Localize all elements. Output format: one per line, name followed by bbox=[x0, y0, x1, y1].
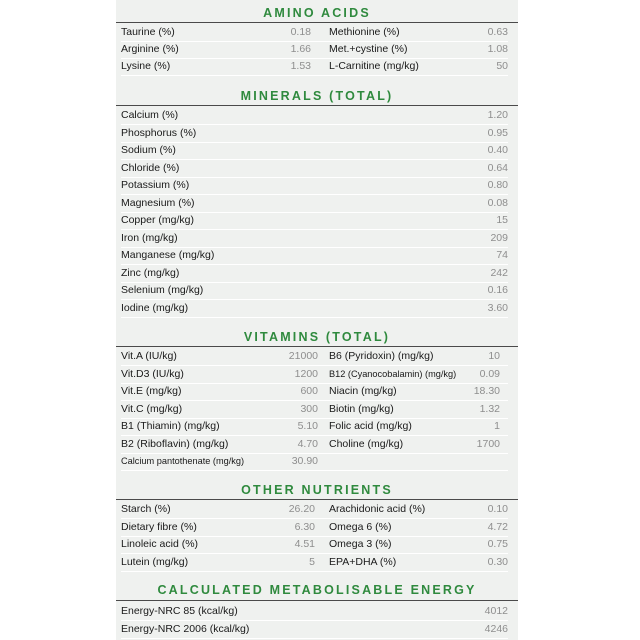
row-value: 0.18 bbox=[290, 26, 311, 38]
table-row bbox=[121, 536, 508, 554]
section-divider bbox=[116, 499, 518, 500]
row-value: 1.20 bbox=[487, 109, 508, 121]
table-row bbox=[121, 107, 508, 125]
table-row bbox=[121, 603, 508, 621]
row-label: Met.+cystine (%) bbox=[329, 43, 408, 55]
row-label: Iodine (mg/kg) bbox=[121, 301, 189, 314]
section-divider bbox=[116, 22, 518, 23]
row-value: 242 bbox=[490, 266, 508, 279]
row-value: 300 bbox=[300, 402, 318, 415]
table-row bbox=[121, 125, 508, 143]
row-label: Energy-NRC 85 (kcal/kg) bbox=[121, 605, 238, 617]
table-row bbox=[121, 142, 508, 160]
row-label: Choline (mg/kg) bbox=[329, 437, 404, 450]
table-row bbox=[121, 366, 508, 384]
row-value: 26.20 bbox=[288, 503, 315, 515]
row-label: B1 (Thiamin) (mg/kg) bbox=[121, 420, 220, 432]
table-row bbox=[121, 453, 508, 471]
section-title-amino-acids: AMINO ACIDS bbox=[263, 6, 371, 20]
row-label: Phosphorus (%) bbox=[121, 126, 197, 139]
row-label: Lysine (%) bbox=[121, 60, 171, 72]
row-label: EPA+DHA (%) bbox=[329, 555, 397, 568]
table-row bbox=[121, 348, 508, 366]
table-row bbox=[121, 265, 508, 283]
table-row bbox=[121, 383, 508, 401]
table-row bbox=[121, 41, 508, 59]
table-row bbox=[121, 501, 508, 519]
table-row bbox=[121, 436, 508, 454]
table-row bbox=[121, 212, 508, 230]
table-row bbox=[121, 418, 508, 436]
row-value: 1.08 bbox=[487, 43, 508, 55]
row-label: B2 (Riboflavin) (mg/kg) bbox=[121, 437, 229, 450]
row-label: Omega 3 (%) bbox=[329, 538, 392, 550]
table-row bbox=[121, 24, 508, 42]
table-row bbox=[121, 230, 508, 248]
row-value: 0.64 bbox=[487, 161, 508, 174]
row-label: Manganese (mg/kg) bbox=[121, 249, 215, 261]
row-value: 74 bbox=[496, 249, 508, 261]
row-label: Methionine (%) bbox=[329, 26, 400, 38]
row-label: L-Carnitine (mg/kg) bbox=[329, 60, 419, 72]
row-value: 21000 bbox=[288, 350, 318, 362]
row-value: 4.51 bbox=[294, 538, 315, 550]
row-value: 1.66 bbox=[290, 43, 311, 55]
row-value: 50 bbox=[496, 60, 508, 72]
section-divider bbox=[116, 346, 518, 347]
section-title-vitamins: VITAMINS (TOTAL) bbox=[243, 330, 391, 344]
row-label: Taurine (%) bbox=[121, 26, 175, 38]
row-value: 1.53 bbox=[290, 60, 311, 72]
row-label: Sodium (%) bbox=[121, 144, 176, 156]
row-label: Vit.A (IU/kg) bbox=[121, 350, 177, 362]
row-value: 30.90 bbox=[291, 455, 318, 467]
row-value: 0.09 bbox=[479, 367, 500, 380]
row-label: Calcium (%) bbox=[121, 109, 179, 121]
table-row bbox=[121, 58, 508, 76]
row-label: Vit.C (mg/kg) bbox=[121, 402, 183, 415]
table-row bbox=[121, 247, 508, 265]
row-value: 0.16 bbox=[487, 284, 508, 296]
row-value: 0.40 bbox=[487, 144, 508, 156]
row-label: B6 (Pyridoxin) (mg/kg) bbox=[329, 350, 434, 362]
row-label: Selenium (mg/kg) bbox=[121, 284, 204, 296]
row-label: Iron (mg/kg) bbox=[121, 231, 178, 244]
section-title-other-nutrients: OTHER NUTRIENTS bbox=[241, 483, 393, 497]
row-value: 4012 bbox=[484, 605, 508, 617]
row-value: 1700 bbox=[476, 437, 500, 450]
row-value: 0.80 bbox=[487, 179, 508, 191]
row-value: 0.95 bbox=[487, 126, 508, 139]
row-label: Chloride (%) bbox=[121, 161, 180, 174]
row-value: 0.30 bbox=[487, 555, 508, 568]
row-label: Lutein (mg/kg) bbox=[121, 555, 189, 568]
row-value: 209 bbox=[490, 231, 508, 244]
row-value: 4246 bbox=[484, 623, 508, 635]
row-label: Folic acid (mg/kg) bbox=[329, 420, 412, 432]
section-title-energy: CALCULATED METABOLISABLE ENERGY bbox=[157, 583, 477, 597]
row-label: B12 (Cyanocobalamin) (mg/kg) bbox=[329, 368, 457, 379]
row-label: Calcium pantothenate (mg/kg) bbox=[121, 456, 245, 466]
table-row bbox=[121, 195, 508, 213]
row-label: Omega 6 (%) bbox=[329, 520, 392, 533]
row-label: Arginine (%) bbox=[121, 43, 179, 55]
row-label: Energy-NRC 2006 (kcal/kg) bbox=[121, 623, 250, 635]
section-divider bbox=[116, 600, 518, 601]
row-value: 1 bbox=[494, 420, 500, 432]
row-value: 10 bbox=[488, 350, 500, 362]
row-value: 15 bbox=[496, 214, 508, 226]
row-value: 4.70 bbox=[297, 437, 318, 450]
row-value: 1.32 bbox=[479, 402, 500, 415]
table-row bbox=[121, 282, 508, 300]
row-value: 600 bbox=[300, 385, 318, 397]
row-value: 0.63 bbox=[487, 26, 508, 38]
row-label: Arachidonic acid (%) bbox=[329, 503, 426, 515]
row-label: Potassium (%) bbox=[121, 179, 190, 191]
table-row bbox=[121, 554, 508, 572]
table-row bbox=[121, 621, 508, 639]
row-value: 4.72 bbox=[487, 520, 508, 533]
table-row bbox=[121, 519, 508, 537]
table-row bbox=[121, 160, 508, 178]
row-value: 18.30 bbox=[473, 385, 500, 397]
row-label: Copper (mg/kg) bbox=[121, 214, 194, 226]
section-title-minerals: MINERALS (TOTAL) bbox=[240, 89, 394, 103]
row-label: Vit.E (mg/kg) bbox=[121, 385, 182, 397]
table-row bbox=[121, 401, 508, 419]
row-label: Biotin (mg/kg) bbox=[329, 402, 394, 415]
row-value: 6.30 bbox=[294, 520, 315, 533]
row-value: 0.75 bbox=[487, 538, 508, 550]
row-value: 0.08 bbox=[487, 196, 508, 209]
row-label: Dietary fibre (%) bbox=[121, 520, 197, 533]
row-value: 1200 bbox=[294, 367, 318, 380]
row-label: Magnesium (%) bbox=[121, 196, 195, 209]
row-label: Niacin (mg/kg) bbox=[329, 385, 397, 397]
row-value: 3.60 bbox=[487, 301, 508, 314]
table-row bbox=[121, 300, 508, 318]
table-row bbox=[121, 177, 508, 195]
row-label: Vit.D3 (IU/kg) bbox=[121, 367, 184, 380]
section-divider bbox=[116, 105, 518, 106]
row-label: Starch (%) bbox=[121, 503, 171, 515]
row-label: Zinc (mg/kg) bbox=[121, 266, 180, 279]
row-label: Linoleic acid (%) bbox=[121, 538, 199, 550]
row-value: 5.10 bbox=[297, 420, 318, 432]
row-value: 5 bbox=[309, 555, 315, 568]
row-value: 0.10 bbox=[487, 503, 508, 515]
